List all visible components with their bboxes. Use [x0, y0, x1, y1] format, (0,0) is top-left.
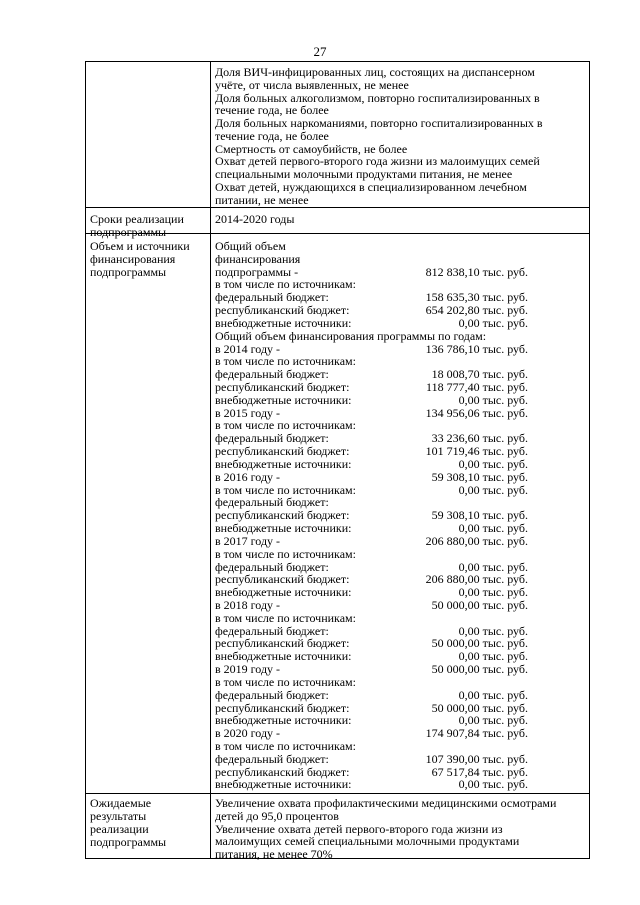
funding-item-label: республиканский бюджет: — [215, 508, 350, 523]
cell-text-line: питании, не менее — [215, 192, 309, 207]
funding-item-amount: 136 786,10 тыс. руб. — [425, 341, 528, 356]
row-label-line: подпрограммы — [90, 835, 167, 849]
row-label-line: финансирования — [90, 252, 176, 266]
funding-item-label: в том числе по источникам: — [215, 674, 356, 689]
cell-text-line: питания, не менее 70% — [215, 847, 333, 862]
funding-item-amount: 50 000,00 тыс. руб. — [431, 636, 528, 651]
funding-item-amount: 101 719,46 тыс. руб. — [425, 444, 528, 459]
funding-item-amount: 118 777,40 тыс. руб. — [426, 380, 528, 395]
funding-item-label: в 2020 году - — [215, 726, 281, 741]
funding-item-label: в том числе по источникам: — [215, 482, 356, 497]
funding-item-label: внебюджетные источники: — [215, 315, 352, 330]
funding-item-amount: 0,00 тыс. руб. — [458, 559, 528, 574]
funding-item-amount: 67 517,84 тыс. руб. — [431, 764, 528, 779]
row-divider — [85, 207, 590, 208]
funding-item-amount: 206 880,00 тыс. руб. — [425, 533, 528, 548]
funding-item-label: республиканский бюджет: — [215, 303, 350, 318]
row-label-line: Сроки реализации — [90, 212, 184, 226]
funding-item-amount: 33 236,60 тыс. руб. — [431, 431, 528, 446]
funding-item-label: внебюджетные источники: — [215, 521, 352, 536]
funding-item-label: внебюджетные источники: — [215, 392, 352, 407]
funding-item-label: федеральный бюджет: — [215, 687, 329, 702]
cell-text-line: малоимущих семей специальными молочными продуктами — [215, 834, 520, 849]
funding-item-label: в 2014 году - — [215, 341, 281, 356]
cell-text-line: Увеличение охвата детей первого-второго года жизни из — [215, 821, 503, 836]
page-number: 27 — [313, 44, 327, 59]
cell-text-line: Охват детей, нуждающихся в специализированном лечебном — [215, 179, 527, 194]
row-label-line: реализации — [90, 822, 149, 836]
funding-item-label: в 2019 году - — [215, 662, 281, 677]
funding-item-amount: 59 308,10 тыс. руб. — [431, 508, 528, 523]
funding-item-label: финансирования — [215, 251, 301, 266]
funding-item-label: федеральный бюджет: — [215, 559, 329, 574]
funding-item-amount: 812 838,10 тыс. руб. — [425, 264, 528, 279]
funding-item-label: в том числе по источникам: — [215, 277, 356, 292]
cell-text-line: течение года, не более — [215, 128, 329, 143]
funding-item-label: в том числе по источникам: — [215, 738, 356, 753]
funding-item-amount: 107 390,00 тыс. руб. — [425, 751, 528, 766]
funding-item-amount: 0,00 тыс. руб. — [458, 482, 528, 497]
cell-text-line: детей до 95,0 процентов — [215, 808, 339, 823]
funding-item-amount: 18 008,70 тыс. руб. — [431, 367, 528, 382]
funding-item-amount: 50 000,00 тыс. руб. — [431, 662, 528, 677]
funding-item-amount: 206 880,00 тыс. руб. — [425, 572, 528, 587]
funding-item-label: республиканский бюджет: — [215, 764, 350, 779]
cell-text-line: течение года, не более — [215, 103, 329, 118]
funding-item-label: в том числе по источникам: — [215, 546, 356, 561]
funding-item-amount: 654 202,80 тыс. руб. — [425, 303, 528, 318]
cell-text-line: 2014-2020 годы — [215, 212, 295, 226]
funding-item-amount: 0,00 тыс. руб. — [458, 585, 528, 600]
cell-text-line: Охват детей первого-второго года жизни из малоимущих семей — [215, 154, 540, 169]
column-divider — [210, 61, 211, 859]
funding-item-label: республиканский бюджет: — [215, 700, 350, 715]
funding-item-label: федеральный бюджет: — [215, 495, 329, 510]
funding-item-amount: 0,00 тыс. руб. — [458, 649, 528, 664]
funding-item-amount: 0,00 тыс. руб. — [458, 777, 528, 792]
funding-item-amount: 134 956,06 тыс. руб. — [425, 405, 528, 420]
funding-item-label: республиканский бюджет: — [215, 636, 350, 651]
cell-text-line: Доля больных алкоголизмом, повторно госпитализированных в — [215, 90, 540, 105]
funding-item-label: Общий объем финансирования программы по годам: — [215, 328, 487, 343]
funding-item-label: республиканский бюджет: — [215, 444, 350, 459]
funding-item-label: в 2016 году - — [215, 469, 281, 484]
funding-item-label: внебюджетные источники: — [215, 456, 352, 471]
funding-item-label: внебюджетные источники: — [215, 777, 352, 792]
cell-text-line: учёте, от числа выявленных, не менее — [215, 77, 409, 92]
funding-item-amount: 0,00 тыс. руб. — [458, 456, 528, 471]
cell-text-line: Доля ВИЧ-инфицированных лиц, состоящих на диспансерном — [215, 65, 535, 79]
row-label-line: Ожидаемые — [90, 796, 152, 810]
funding-item-label: федеральный бюджет: — [215, 367, 329, 382]
funding-item-label: республиканский бюджет: — [215, 380, 350, 395]
funding-item-label: подпрограммы - — [215, 264, 299, 279]
funding-item-label: внебюджетные источники: — [215, 649, 352, 664]
row-label-line: Объем и источники — [90, 239, 190, 253]
funding-item-amount: 0,00 тыс. руб. — [458, 687, 528, 702]
funding-item-amount: 0,00 тыс. руб. — [458, 521, 528, 536]
funding-item-amount: 0,00 тыс. руб. — [458, 713, 528, 728]
funding-item-label: в 2015 году - — [215, 405, 281, 420]
funding-item-amount: 158 635,30 тыс. руб. — [425, 290, 528, 305]
funding-item-amount: 0,00 тыс. руб. — [458, 315, 528, 330]
funding-item-label: в 2018 году - — [215, 597, 281, 612]
funding-item-amount: 50 000,00 тыс. руб. — [431, 597, 528, 612]
cell-text-line: Доля больных наркоманиями, повторно госпитализированных в — [215, 116, 543, 130]
funding-item-amount: 0,00 тыс. руб. — [458, 392, 528, 407]
cell-text-line: специальными молочными продуктами питания, не менее — [215, 167, 513, 181]
row-label-line: подпрограммы — [90, 225, 167, 239]
funding-item-label: в том числе по источникам: — [215, 354, 356, 369]
row-label-line: подпрограммы — [90, 265, 167, 279]
funding-item-amount: 50 000,00 тыс. руб. — [431, 700, 528, 715]
row-divider — [85, 793, 590, 794]
cell-text-line: Смертность от самоубийств, не более — [215, 141, 408, 156]
funding-item-label: Общий объем — [215, 239, 286, 253]
cell-text-line: Увеличение охвата профилактическими медицинскими осмотрами — [215, 796, 557, 810]
funding-item-label: в 2017 году - — [215, 533, 281, 548]
funding-item-amount: 174 907,84 тыс. руб. — [425, 726, 528, 741]
funding-item-label: федеральный бюджет: — [215, 290, 329, 305]
row-label-line: результаты — [90, 809, 147, 823]
funding-item-amount: 59 308,10 тыс. руб. — [431, 469, 528, 484]
funding-item-label: федеральный бюджет: — [215, 623, 329, 638]
funding-item-label: республиканский бюджет: — [215, 572, 350, 587]
funding-item-label: в том числе по источникам: — [215, 610, 356, 625]
funding-item-amount: 0,00 тыс. руб. — [458, 623, 528, 638]
funding-item-label: федеральный бюджет: — [215, 751, 329, 766]
funding-item-label: внебюджетные источники: — [215, 713, 352, 728]
funding-item-label: в том числе по источникам: — [215, 418, 356, 433]
funding-item-label: федеральный бюджет: — [215, 431, 329, 446]
funding-item-label: внебюджетные источники: — [215, 585, 352, 600]
